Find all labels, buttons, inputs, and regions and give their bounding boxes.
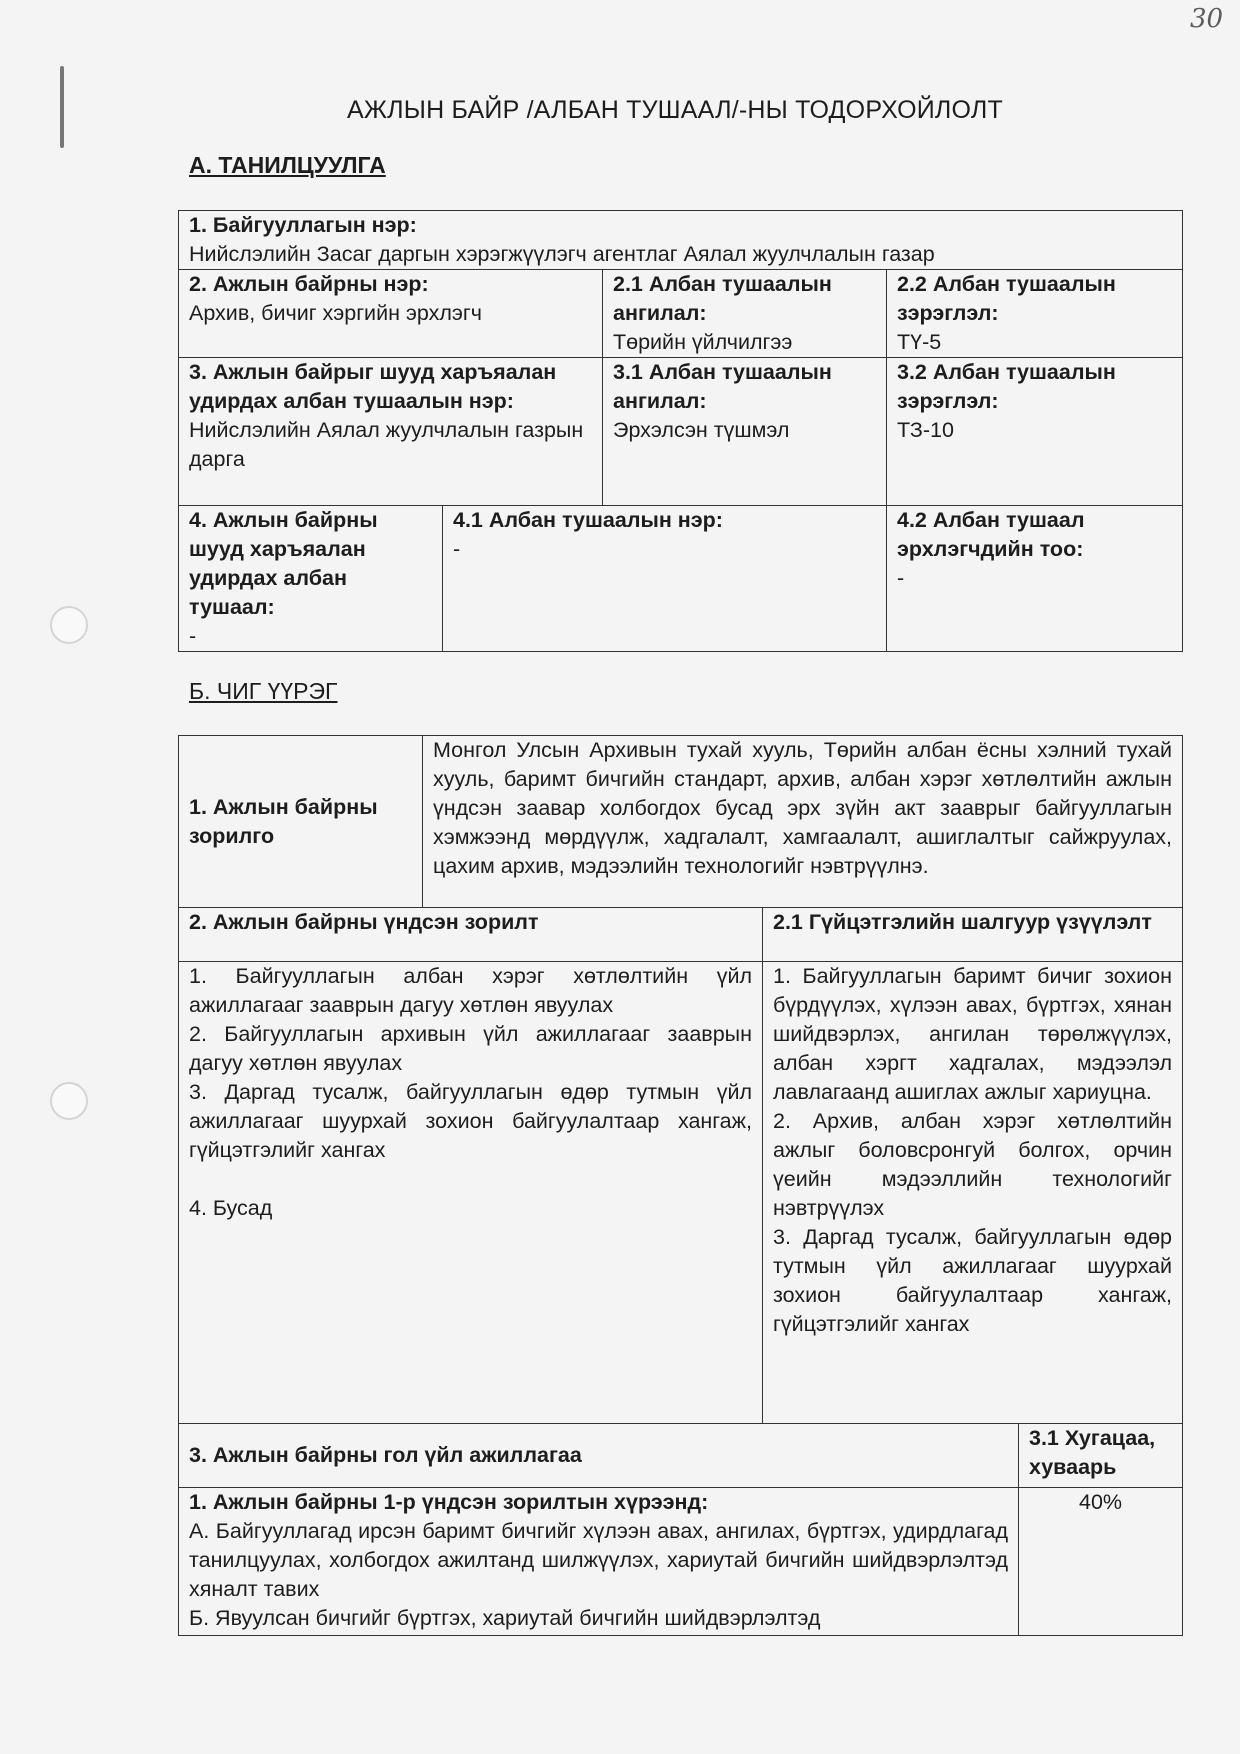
subordinate-name-label: 4.1 Албан тушаалын нэр: [453, 508, 723, 532]
page-title: АЖЛЫН БАЙР /АЛБАН ТУШААЛ/-НЫ ТОДОРХОЙЛОЛТ [347, 96, 1003, 124]
supervisor-rank-cell [887, 358, 1183, 506]
criteria-item: 3. Даргад тусалж, байгууллагын өдөр тутмын үйл ажиллагааг шуурхай зохион байгуулалтаар хангаж, гүйцэтгэлийг хангах [773, 1225, 1173, 1336]
activity-share: 40% [1078, 1490, 1123, 1514]
criteria-header-cell [763, 908, 1183, 962]
class-label: 2.1 Албан тушаалын ангилал: [613, 272, 832, 325]
supervisor-rank-value: ТЗ-10 [897, 418, 954, 442]
position-cell [179, 270, 603, 358]
class-value: Төрийн үйлчилгээ [613, 330, 793, 354]
criteria-item: 2. Архив, албан хэрэг хөтлөлтийн ажлыг боловсронгуй болгох, орчин үеийн мэдээллийн технологийг нэвтрүүлэх [773, 1109, 1173, 1220]
supervisor-label: 3. Ажлын байрыг шууд харъяалан удирдах албан тушаалын нэр: [189, 360, 557, 413]
purpose-label-cell [179, 736, 423, 908]
goals-label: 2. Ажлын байрны үндсэн зорилт [189, 910, 539, 934]
page-number: 30 [1190, 4, 1224, 34]
goal-item: 4. Бусад [189, 1196, 273, 1220]
goals-cell [179, 962, 763, 1424]
rank-label: 2.2 Албан тушаалын зэрэглэл: [897, 272, 1116, 325]
criteria-label: 2.1 Гүйцэтгэлийн шалгуур үзүүлэлт [773, 910, 1152, 934]
supervisor-class-label: 3.1 Албан тушаалын ангилал: [613, 360, 832, 413]
org-cell [179, 211, 1183, 270]
activity-line: А. Байгууллагад ирсэн баримт бичгийг хүлээн авах, ангилах, бүртгэх, удирдлагад танилцуулах, холбогдох ажилтанд шилжүүлэх, хариутай бичгийн шийдвэрлэлтэд хяналт тавих [189, 1519, 1008, 1601]
position-label: 2. Ажлын байрны нэр: [189, 272, 429, 296]
subordinate-count-label: 4.2 Албан тушаал эрхлэгчдийн тоо: [897, 508, 1085, 561]
goal-item: 1. Байгууллагын албан хэрэг хөтлөлтийн үйл ажиллагааг зааврын дагуу хөтлөн явуулах [189, 964, 752, 1017]
subordinate-count-cell [887, 506, 1183, 652]
goals-header-cell [179, 908, 763, 962]
introduction-table [178, 210, 1183, 652]
activity-line: Б. Явуулсан бичгийг бүртгэх, хариутай бичгийн шийдвэрлэлтэд [189, 1606, 821, 1630]
purpose-text-cell [423, 736, 1183, 908]
punch-hole-top [50, 606, 88, 644]
supervisor-class-value: Эрхэлсэн түшмэл [613, 418, 790, 442]
class-cell [603, 270, 887, 358]
activity-share-cell [1019, 1488, 1183, 1636]
criteria-item: 1. Байгууллагын баримт бичиг зохион бүрдүүлэх, хүлээн авах, бүртгэх, хянан шийдвэрлэх, ангилан төрөлжүүлэх, албан хэргт хадгалах, мэдээлэл лавлагаанд ашиглах ажлыг хариуцна. [773, 964, 1173, 1104]
rank-value: ТҮ-5 [897, 330, 942, 354]
supervisor-rank-label: 3.2 Албан тушаалын зэрэглэл: [897, 360, 1116, 413]
activity-cell [179, 1488, 1019, 1636]
purpose-label: 1. Ажлын байрны зорилго [189, 794, 378, 848]
goal-item: 2. Байгууллагын архивын үйл ажиллагааг зааврын дагуу хөтлөн явуулах [189, 1022, 752, 1075]
subordinate-label: 4. Ажлын байрны шууд харъяалан удирдах албан тушаал: [189, 508, 378, 619]
supervisor-value: Нийслэлийн Аялал жуулчлалын газрын дарга [189, 418, 584, 471]
punch-hole-bottom [50, 1082, 88, 1120]
rank-cell [887, 270, 1183, 358]
duties-table [178, 735, 1183, 1636]
criteria-cell [763, 962, 1183, 1424]
subordinate-count-value: - [897, 566, 905, 590]
org-value: Нийслэлийн Засаг даргын хэрэгжүүлэгч агентлаг Аялал жуулчлалын газар [189, 242, 935, 266]
position-value: Архив, бичиг хэргийн эрхлэгч [189, 301, 482, 325]
purpose-text: Монгол Улсын Архивын тухай хууль, Төрийн албан ёсны хэлний тухай хууль, баримт бичгийн стандарт, архив, албан хэрэг хөтлөлтийн ажлын үндсэн заавар холбогдох бусад эрх зүйн акт зааврыг байгууллагын хэмжээнд мөрдүүлж, хадгалалт, хамгаалалт, ашиглалтыг сайжруулах, цахим архив, мэдээлийн технологийг нэвтрүүлнэ. [433, 738, 1173, 878]
supervisor-cell [179, 358, 603, 506]
activities-label: 3. Ажлын байрны гол үйл ажиллагаа [189, 1443, 582, 1467]
schedule-header-cell [1019, 1424, 1183, 1488]
subordinate-name-value: - [453, 537, 461, 561]
schedule-label: 3.1 Хугацаа, хуваарь [1029, 1426, 1156, 1479]
staple-mark [60, 66, 64, 148]
activity-heading: 1. Ажлын байрны 1-р үндсэн зорилтын хүрээнд: [189, 1490, 709, 1514]
subordinate-value: - [189, 624, 197, 648]
subordinate-cell [179, 506, 443, 652]
section-b-heading: Б. ЧИГ ҮҮРЭГ [189, 678, 338, 704]
section-a-heading: А. ТАНИЛЦУУЛГА [189, 152, 386, 178]
supervisor-class-cell [603, 358, 887, 506]
activities-header-cell [179, 1424, 1019, 1488]
org-label: 1. Байгууллагын нэр: [189, 213, 417, 237]
goal-item: 3. Даргад тусалж, байгууллагын өдөр тутмын үйл ажиллагааг шуурхай зохион байгуулалтаар хангаж, гүйцэтгэлийг хангах [189, 1080, 752, 1162]
subordinate-name-cell [443, 506, 887, 652]
